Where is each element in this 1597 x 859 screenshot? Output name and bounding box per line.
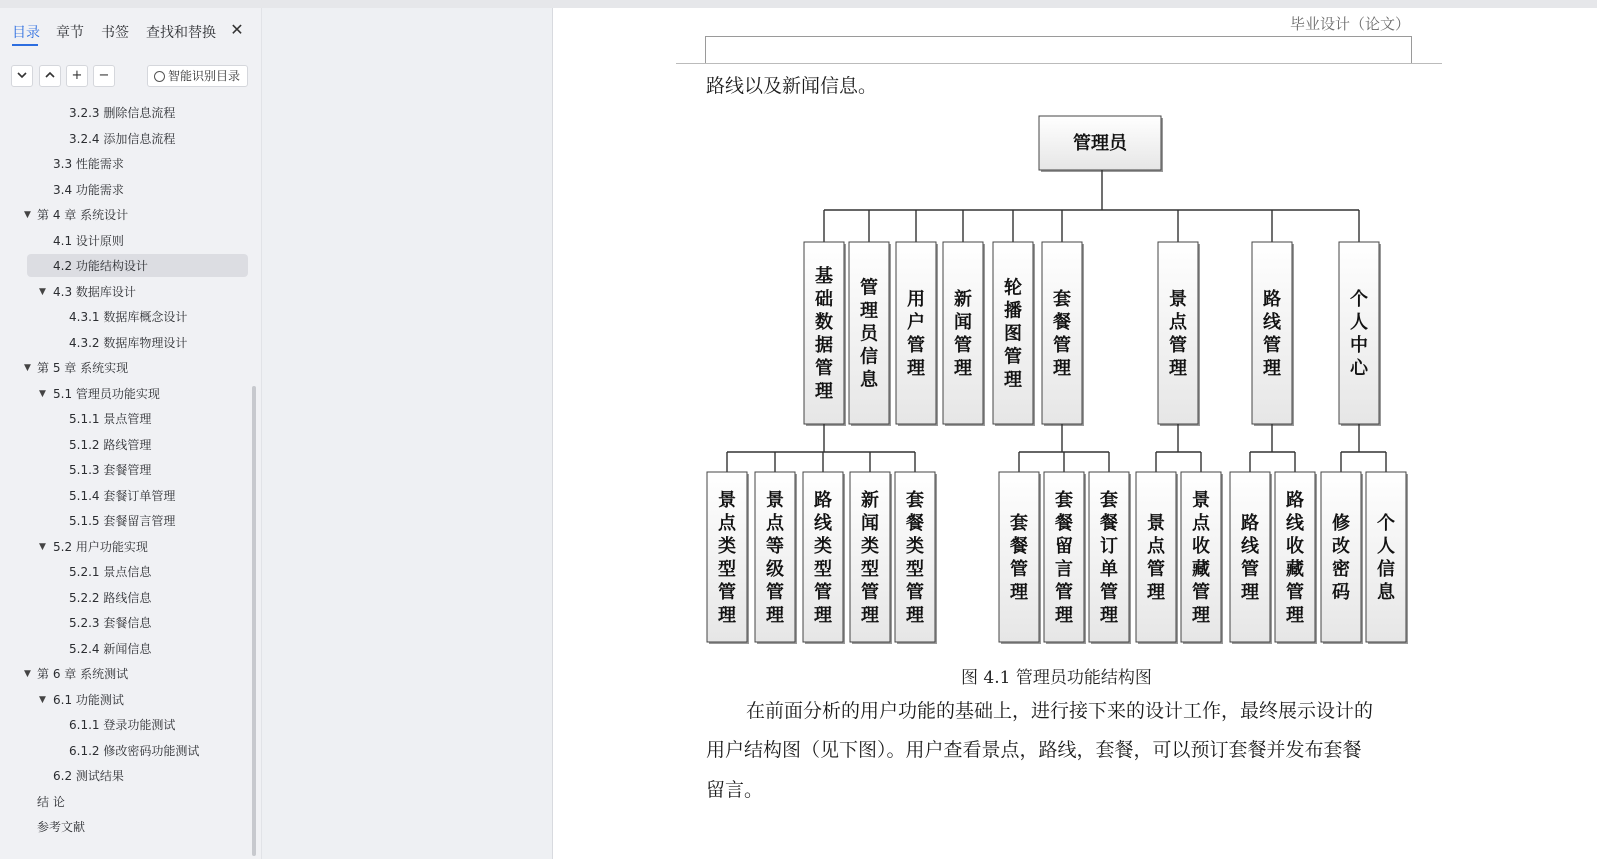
expand-arrow-icon[interactable]: ▼: [24, 669, 31, 679]
toc-item-label: 6.1.2 修改密码功能测试: [69, 743, 200, 758]
chevron-up-icon: [45, 71, 55, 79]
level1-box: [943, 242, 983, 424]
level2-box-label: 路线收藏管理: [1286, 489, 1304, 626]
toc-item[interactable]: [0, 713, 256, 737]
navigation-pane: [0, 8, 262, 859]
level2-box-label: 套餐留言管理: [1055, 489, 1073, 626]
toc-item-label: 4.3 数据库设计: [53, 284, 136, 299]
expand-arrow-icon[interactable]: ▼: [39, 286, 46, 297]
level2-box-label: 路线类型管理: [814, 489, 832, 626]
toc-item-label: 3.2.4 添加信息流程: [69, 131, 176, 146]
toc-item-label: 5.1.5 套餐留言管理: [69, 514, 176, 528]
toc-item[interactable]: [0, 484, 256, 508]
toc-item[interactable]: [0, 688, 256, 712]
toc-item-label: 3.4 功能需求: [53, 182, 124, 197]
toc-item-label: 6.2 测试结果: [53, 769, 124, 783]
intro-line: 路线以及新闻信息。: [706, 75, 878, 97]
level1-box: [1252, 242, 1292, 424]
toc-item-label: 参考文献: [37, 820, 86, 834]
expand-arrow-icon[interactable]: ▼: [39, 388, 46, 399]
toc-item[interactable]: [0, 586, 256, 610]
toc-item-label: 6.1 功能测试: [53, 692, 124, 707]
toc-item-label: 4.3.2 数据库物理设计: [69, 335, 188, 350]
level1-box: [1158, 242, 1198, 424]
toc-item[interactable]: [0, 356, 256, 380]
toc-item[interactable]: [0, 127, 256, 151]
level2-box-label: 景点收藏管理: [1192, 489, 1210, 626]
smart-toc-button[interactable]: [147, 65, 248, 87]
close-icon[interactable]: ✕: [230, 20, 244, 39]
level2-box: [1321, 472, 1361, 642]
tab-bookmarks[interactable]: 书签: [101, 25, 129, 41]
level2-box-label: 景点类型管理: [718, 489, 736, 626]
paragraph-line-2: 用户结构图（见下图）。用户查看景点，路线，套餐，可以预订套餐并发布套餐: [706, 739, 1362, 761]
toc-item-label: 5.2.2 路线信息: [69, 590, 152, 605]
running-header: 毕业设计（论文）: [1290, 15, 1411, 33]
expand-arrow-icon[interactable]: ▼: [39, 541, 46, 552]
remove-heading-button[interactable]: −: [93, 65, 115, 87]
expand-all-button[interactable]: [11, 65, 33, 87]
toc-item[interactable]: [0, 790, 256, 814]
add-heading-button[interactable]: +: [66, 65, 88, 87]
level1-box-label: 路线管理: [1263, 288, 1281, 379]
toc-item-label: 5.2 用户功能实现: [53, 539, 148, 554]
chevron-down-icon: [17, 71, 27, 79]
toc-item-label: 结 论: [37, 794, 65, 809]
level2-box: [1136, 472, 1176, 642]
toc-item[interactable]: [0, 815, 256, 839]
toc-item-label: 第 5 章 系统实现: [37, 361, 129, 375]
toc-item-label: 5.1.4 套餐订单管理: [69, 488, 176, 503]
toc-item[interactable]: [0, 178, 256, 202]
level2-box-label: 套餐管理: [1010, 512, 1028, 603]
toc-item-label: 3.3 性能需求: [53, 157, 124, 171]
toc-item[interactable]: [0, 101, 256, 125]
level1-box-label: 套餐管理: [1053, 288, 1071, 379]
level2-box-label: 新闻类型管理: [861, 489, 879, 626]
toc-item[interactable]: [0, 203, 256, 227]
toc-item[interactable]: [0, 305, 256, 329]
paragraph-line-1: 在前面分析的用户功能的基础上，进行接下来的设计工作，最终展示设计的: [746, 700, 1374, 722]
toc-item-label: 6.1.1 登录功能测试: [69, 718, 176, 732]
level1-box-label: 基础数据管理: [815, 265, 833, 402]
toc-item-label: 4.1 设计原则: [53, 233, 124, 248]
expand-arrow-icon[interactable]: ▼: [39, 694, 46, 705]
level1-box-label: 个人中心: [1350, 288, 1368, 379]
expand-arrow-icon[interactable]: ▼: [24, 363, 31, 373]
level2-box: [999, 472, 1039, 642]
toc-item[interactable]: [0, 509, 256, 533]
toc-item[interactable]: [0, 229, 256, 253]
toc-item-label: 5.1.3 套餐管理: [69, 463, 152, 477]
toc-item[interactable]: [0, 535, 256, 559]
level2-box: [1230, 472, 1270, 642]
level1-box: [1339, 242, 1379, 424]
root-label: 管理员: [1073, 133, 1127, 154]
toc-item[interactable]: [0, 662, 256, 686]
toc-item[interactable]: [0, 764, 256, 788]
level1-box-label: 管理员信息: [860, 277, 878, 391]
toc-item-label: 5.1.1 景点管理: [69, 412, 152, 426]
level1-box: [896, 242, 936, 424]
toc-item-label: 3.2.3 删除信息流程: [69, 106, 176, 120]
toc-item-label: 5.1.2 路线管理: [69, 437, 152, 452]
figure-caption: 图 4.1 管理员功能结构图: [961, 668, 1152, 688]
level2-box-label: 个人信息: [1377, 512, 1395, 603]
header-rule: [676, 63, 1442, 64]
toc-item[interactable]: [0, 382, 256, 406]
toc-item[interactable]: [0, 152, 256, 176]
nav-tabs: [12, 22, 252, 52]
header-frame-left: [705, 36, 706, 64]
expand-arrow-icon[interactable]: ▼: [24, 210, 31, 220]
toc-item-label: 第 6 章 系统测试: [37, 667, 129, 681]
toc-item[interactable]: [0, 637, 256, 661]
toc-item-label: 4.2 功能结构设计: [53, 259, 148, 273]
level2-box-label: 套餐类型管理: [906, 489, 924, 626]
tab-chapters[interactable]: 章节: [56, 25, 84, 41]
toc-item-label: 第 4 章 系统设计: [37, 208, 129, 222]
level1-box-label: 新闻管理: [954, 288, 972, 379]
toc-item[interactable]: [0, 331, 256, 355]
toc-item-label: 5.2.1 景点信息: [69, 565, 152, 579]
tab-find-replace[interactable]: 查找和替换: [146, 25, 216, 41]
toc-item[interactable]: [0, 254, 256, 278]
toc-item[interactable]: [0, 458, 256, 482]
toc-scrollbar[interactable]: [252, 386, 256, 856]
level1-box-label: 景点管理: [1169, 288, 1187, 379]
level2-box: [1366, 472, 1406, 642]
toc-item-label: 5.1 管理员功能实现: [53, 386, 160, 401]
toc-item[interactable]: [0, 739, 256, 763]
toc-item[interactable]: [0, 611, 256, 635]
level2-box-label: 景点管理: [1147, 512, 1165, 603]
toc-item[interactable]: [0, 560, 256, 584]
header-frame-right: [1411, 36, 1412, 64]
toc-item[interactable]: [0, 280, 256, 304]
tab-toc[interactable]: 目录: [12, 25, 40, 41]
paragraph-line-3: 留言。: [706, 779, 764, 801]
collapse-all-button[interactable]: [39, 65, 61, 87]
level2-box-label: 修改密码: [1332, 512, 1350, 603]
level2-box-label: 套餐订单管理: [1100, 489, 1118, 626]
level2-box-label: 景点等级管理: [766, 489, 784, 626]
level1-box: [1042, 242, 1082, 424]
smart-toc-label: 智能识别目录: [168, 69, 241, 83]
admin-structure-diagram: [700, 112, 1420, 652]
toc-item[interactable]: [0, 433, 256, 457]
level2-box-label: 路线管理: [1241, 512, 1259, 603]
header-frame: [705, 36, 1412, 37]
toc-item-label: 5.2.4 新闻信息: [69, 641, 152, 656]
toc-item-label: 4.3.1 数据库概念设计: [69, 310, 188, 324]
toc-item-label: 5.2.3 套餐信息: [69, 616, 152, 630]
level1-box-label: 轮播图管理: [1004, 277, 1022, 391]
level1-box-label: 用户管理: [907, 288, 925, 379]
toc-item[interactable]: [0, 407, 256, 431]
active-tab-indicator: [12, 44, 38, 46]
smart-icon: [154, 71, 165, 82]
